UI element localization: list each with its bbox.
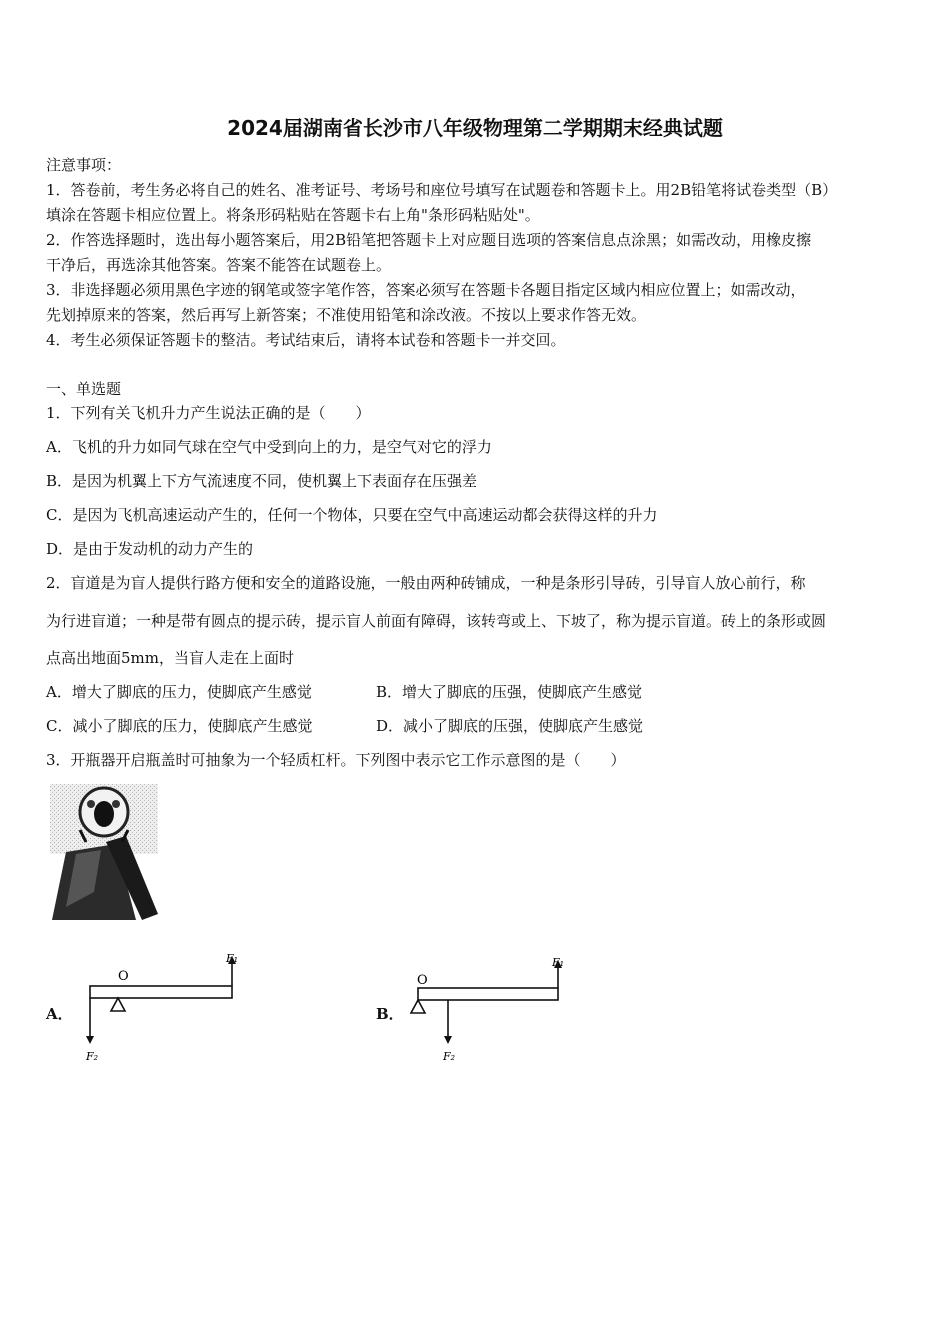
q1-option-c: C．是因为飞机高速运动产生的，任何一个物体，只要在空气中高速运动都会获得这样的升力	[46, 506, 658, 524]
force-f2-arrowhead	[444, 1036, 452, 1044]
f1-label: F₁	[552, 956, 565, 969]
notice-line: 1．答卷前，考生务必将自己的姓名、准考证号、考场号和座位号填写在试题卷和答题卡上。用2B铅笔将试卷类型（B）	[46, 181, 838, 199]
lever-bar	[90, 986, 232, 998]
q1-stem: 1．下列有关飞机升力产生说法正确的是（ ）	[46, 404, 371, 422]
notice-line: 3．非选择题必须用黑色字迹的钢笔或签字笔作答，答案必须写在答题卡各题目指定区域内相应位置上；如需改动，	[46, 281, 806, 299]
q3-option-a-label: A．	[46, 1005, 73, 1023]
q2-option-c: C．减小了脚底的压力，使脚底产生感觉	[46, 717, 313, 735]
q2-option-a: A．增大了脚底的压力，使脚底产生感觉	[46, 683, 312, 701]
notice-heading: 注意事项：	[46, 156, 122, 174]
lever-diagram-b	[402, 952, 577, 1072]
q2-stem-line: 为行进盲道；一种是带有圆点的提示砖，提示盲人前面有障碍，该转弯或上、下坡了，称为提示盲道。砖上的条形或圆	[46, 612, 827, 630]
notice-line: 填涂在答题卡相应位置上。将条形码粘贴在答题卡右上角"条形码粘贴处"。	[46, 206, 540, 224]
q2-option-d: D．减小了脚底的压强，使脚底产生感觉	[376, 717, 644, 735]
fulcrum-triangle	[111, 998, 125, 1011]
q1-option-d: D．是由于发动机的动力产生的	[46, 540, 254, 558]
notice-line: 4．考生必须保证答题卡的整洁。考试结束后，请将本试卷和答题卡一并交回。	[46, 331, 566, 349]
notice-line: 2．作答选择题时，选出每小题答案后，用2B铅笔把答题卡上对应题目选项的答案信息点涂黑；如需改动，用橡皮擦	[46, 231, 812, 249]
page-title: 2024届湖南省长沙市八年级物理第二学期期末经典试题	[227, 116, 723, 140]
lever-diagram-a	[78, 948, 248, 1068]
bottle-opener-photo	[46, 782, 164, 922]
q2-stem-line: 2．盲道是为盲人提供行路方便和安全的道路设施，一般由两种砖铺成，一种是条形引导砖，引导盲人放心前行，称	[46, 574, 806, 592]
notice-line: 先划掉原来的答案，然后再写上新答案；不准使用铅笔和涂改液。不按以上要求作答无效。	[46, 306, 647, 324]
f2-label: F₂	[86, 1050, 99, 1063]
q3-option-b-label: B．	[376, 1005, 404, 1023]
pivot-label: O	[118, 969, 129, 984]
pivot-label: O	[417, 973, 428, 988]
q1-option-a: A．飞机的升力如同气球在空气中受到向上的力，是空气对它的浮力	[46, 438, 492, 456]
force-f2-arrowhead	[86, 1036, 94, 1044]
f2-label: F₂	[443, 1050, 456, 1063]
q2-option-b: B．增大了脚底的压强，使脚底产生感觉	[376, 683, 643, 701]
q1-option-b: B．是因为机翼上下方气流速度不同，使机翼上下表面存在压强差	[46, 472, 478, 490]
lever-bar	[418, 988, 558, 1000]
q3-stem: 3．开瓶器开启瓶盖时可抽象为一个轻质杠杆。下列图中表示它工作示意图的是（ ）	[46, 751, 626, 769]
fulcrum-triangle	[411, 1000, 425, 1013]
q2-stem-line: 点高出地面5mm，当盲人走在上面时	[46, 649, 294, 667]
notice-line: 干净后，再选涂其他答案。答案不能答在试题卷上。	[46, 256, 392, 274]
f1-label: F₁	[226, 952, 239, 965]
section-heading: 一、单选题	[46, 380, 122, 398]
